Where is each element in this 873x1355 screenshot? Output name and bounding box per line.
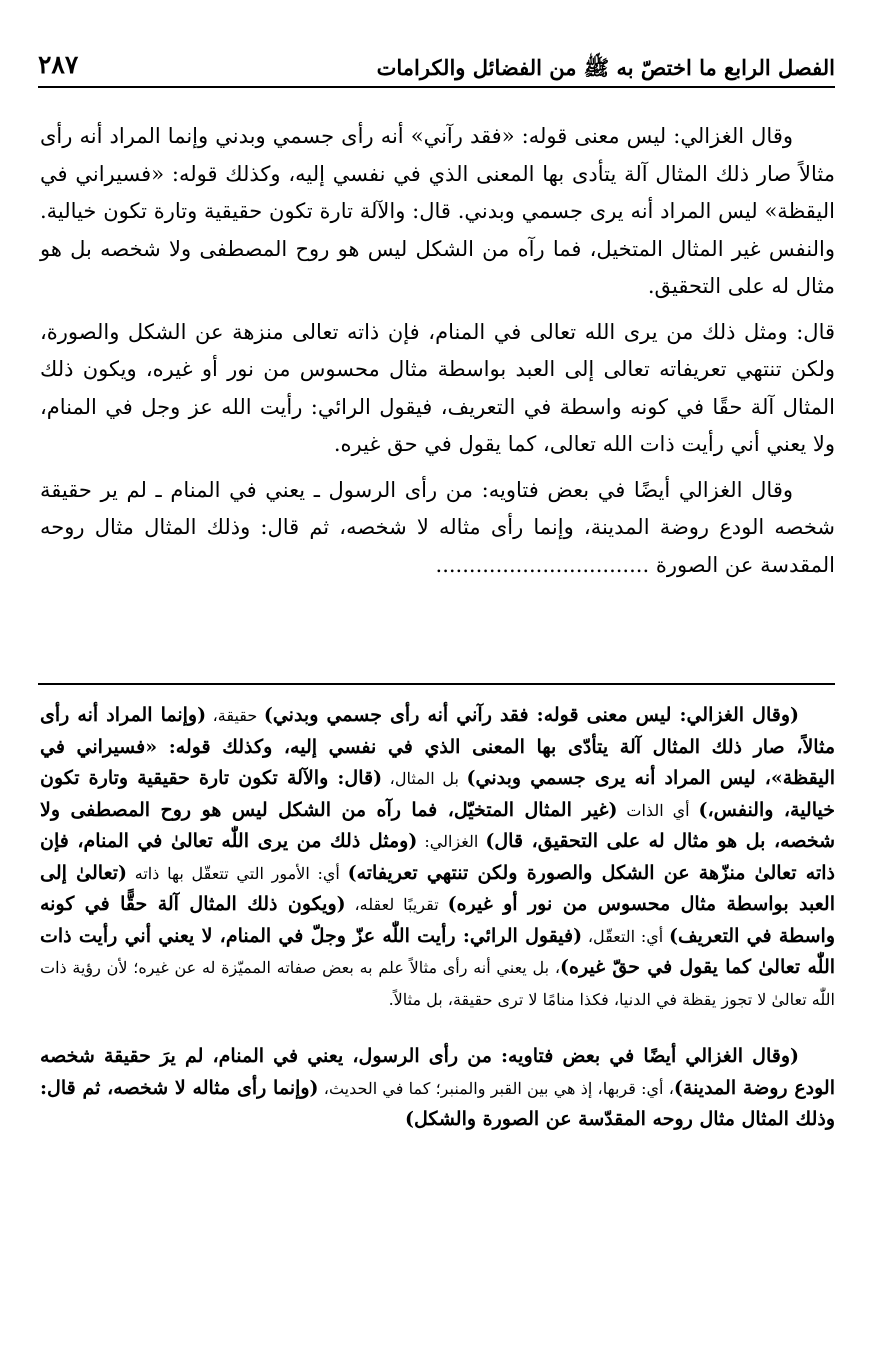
- quoted-segment: (تعالىٰ إلى العبد بواسطة مثال محسوس من نور أو غيره): [40, 861, 835, 915]
- gloss-segment: الغزالي:: [417, 832, 486, 851]
- gloss-segment: حقيقة،: [206, 706, 264, 725]
- quoted-segment: (ومثل ذلك من يرى اللّٰه تعالىٰ في المنام، فإن ذاته تعالىٰ منزّهة عن الشكل والصورة ولكن تنتهي تعريفاته): [40, 830, 835, 884]
- commentary-paragraph-2: [40, 1041, 835, 1136]
- page-number: ٢٨٧: [38, 50, 79, 79]
- gloss-segment: أي الذات: [617, 800, 699, 820]
- section-divider: [38, 683, 835, 685]
- gloss-segment: أي: التعقّل،: [582, 926, 669, 946]
- main-paragraph-3: [40, 472, 835, 585]
- quoted-segment: (وقال الغزالي: ليس معنى قوله: فقد رآني أنه رأى جسمي وبدني): [263, 704, 799, 726]
- continuation-dots: ................................: [435, 552, 650, 577]
- gloss-segment: تقريبًا لعقله،: [345, 895, 448, 914]
- main-paragraph-1: وقال الغزالي: ليس معنى قوله: «فقد رآني» أنه رأى جسمي وبدني وإنما المراد أنه رأى مثالاً صار ذلك المثال آلة يتأدى بها المعنى الذي في نفسي إليه، وكذلك قوله: «فسيراني في اليقظة» ليس المراد أنه يرى جسمي وبدني. قال: والآلة تارة تكون حقيقية وتارة تكون خيالية. والنفس غير المثال المتخيل، فما رآه من الشكل ليس هو روح المصطفى ولا شخصه بل هو مثال له على التحقيق.: [40, 124, 835, 298]
- main-paragraph-2: قال: ومثل ذلك من يرى الله تعالى في المنام، فإن ذاته تعالى منزهة عن الشكل والصورة، ولكن تنتهي تعريفاته تعالى إلى العبد بواسطة مثال محسوس من نور أو غيره، ويكون ذلك المثال آلة حقًا في كونه واسطة في التعريف، فيقول الرائي: رأيت الله عز وجل في المنام، ولا يعني أني رأيت ذات الله تعالى، كما يقول في حق غيره.: [40, 319, 836, 456]
- quoted-segment: (غير المثال المتخيّل، فما رآه من الشكل ليس هو روح المصطفى ولا شخصه، بل هو مثال له على التحقيق، قال): [40, 798, 835, 852]
- gloss-segment: أي: الأمور التي تتعقّل بها ذاته: [127, 863, 348, 883]
- main-text: [40, 118, 835, 592]
- quoted-segment: (وقال الغزالي أيضًا في بعض فتاويه: من رأى الرسول، يعني في المنام، لم يرَ حقيقة شخصه الودع روضة المدينة): [40, 1045, 835, 1099]
- quoted-segment: (قال: والآلة تكون تارة حقيقية وتارة تكون خيالية، والنفس،): [40, 767, 835, 821]
- commentary-paragraph-1: [40, 700, 835, 1015]
- gloss-segment: ، بل يعني أنه رأى مثالاً علم به بعض صفاته المميّزة له عن غيره؛ لأن رؤية ذات اللّٰه تعالىٰ لا تجوز يقظة في الدنيا، فكذا منامًا لا ترى حقيقة، بل مثالاً.: [40, 958, 835, 1009]
- running-header: [38, 38, 835, 88]
- quoted-segment: (وإنما المراد أنه رأى مثالاً، صار ذلك المثال آلة يتأدّى بها المعنى الذي في نفسي إليه، وكذلك قوله: «فسيراني في اليقظة»، ليس المراد أنه يرى جسمي وبدني): [40, 704, 835, 789]
- main-paragraph-3-text: وقال الغزالي أيضًا في بعض فتاويه: من رأى الرسول ـ يعني في المنام ـ لم ير حقيقة شخصه الودع روضة المدينة، وإنما رأى مثاله لا شخصه، ثم قال: وذلك المثال مثال روحه المقدسة عن الصورة: [40, 477, 835, 577]
- gloss-segment: ، أي: قربها، إذ هي بين القبر والمنبر؛ كما في الحديث،: [318, 1078, 674, 1098]
- quoted-segment: (فيقول الرائي: رأيت اللّٰه عزّ وجلّ في المنام، لا يعني أني رأيت ذات اللّٰه تعالىٰ كما يقول في حقّ غيره): [40, 924, 836, 978]
- chapter-title: الفصل الرابع ما اختصّ به ﷺ من الفضائل والكرامات: [376, 54, 835, 80]
- quoted-segment: (ويكون ذلك المثال آلة حقًّا في كونه واسطة في التعريف): [40, 893, 835, 947]
- commentary: [40, 700, 835, 1162]
- quoted-segment: (وإنما رأى مثاله لا شخصه، ثم قال: وذلك المثال مثال روحه المقدّسة عن الصورة والشكل): [40, 1076, 835, 1130]
- gloss-segment: بل المثال،: [382, 769, 467, 788]
